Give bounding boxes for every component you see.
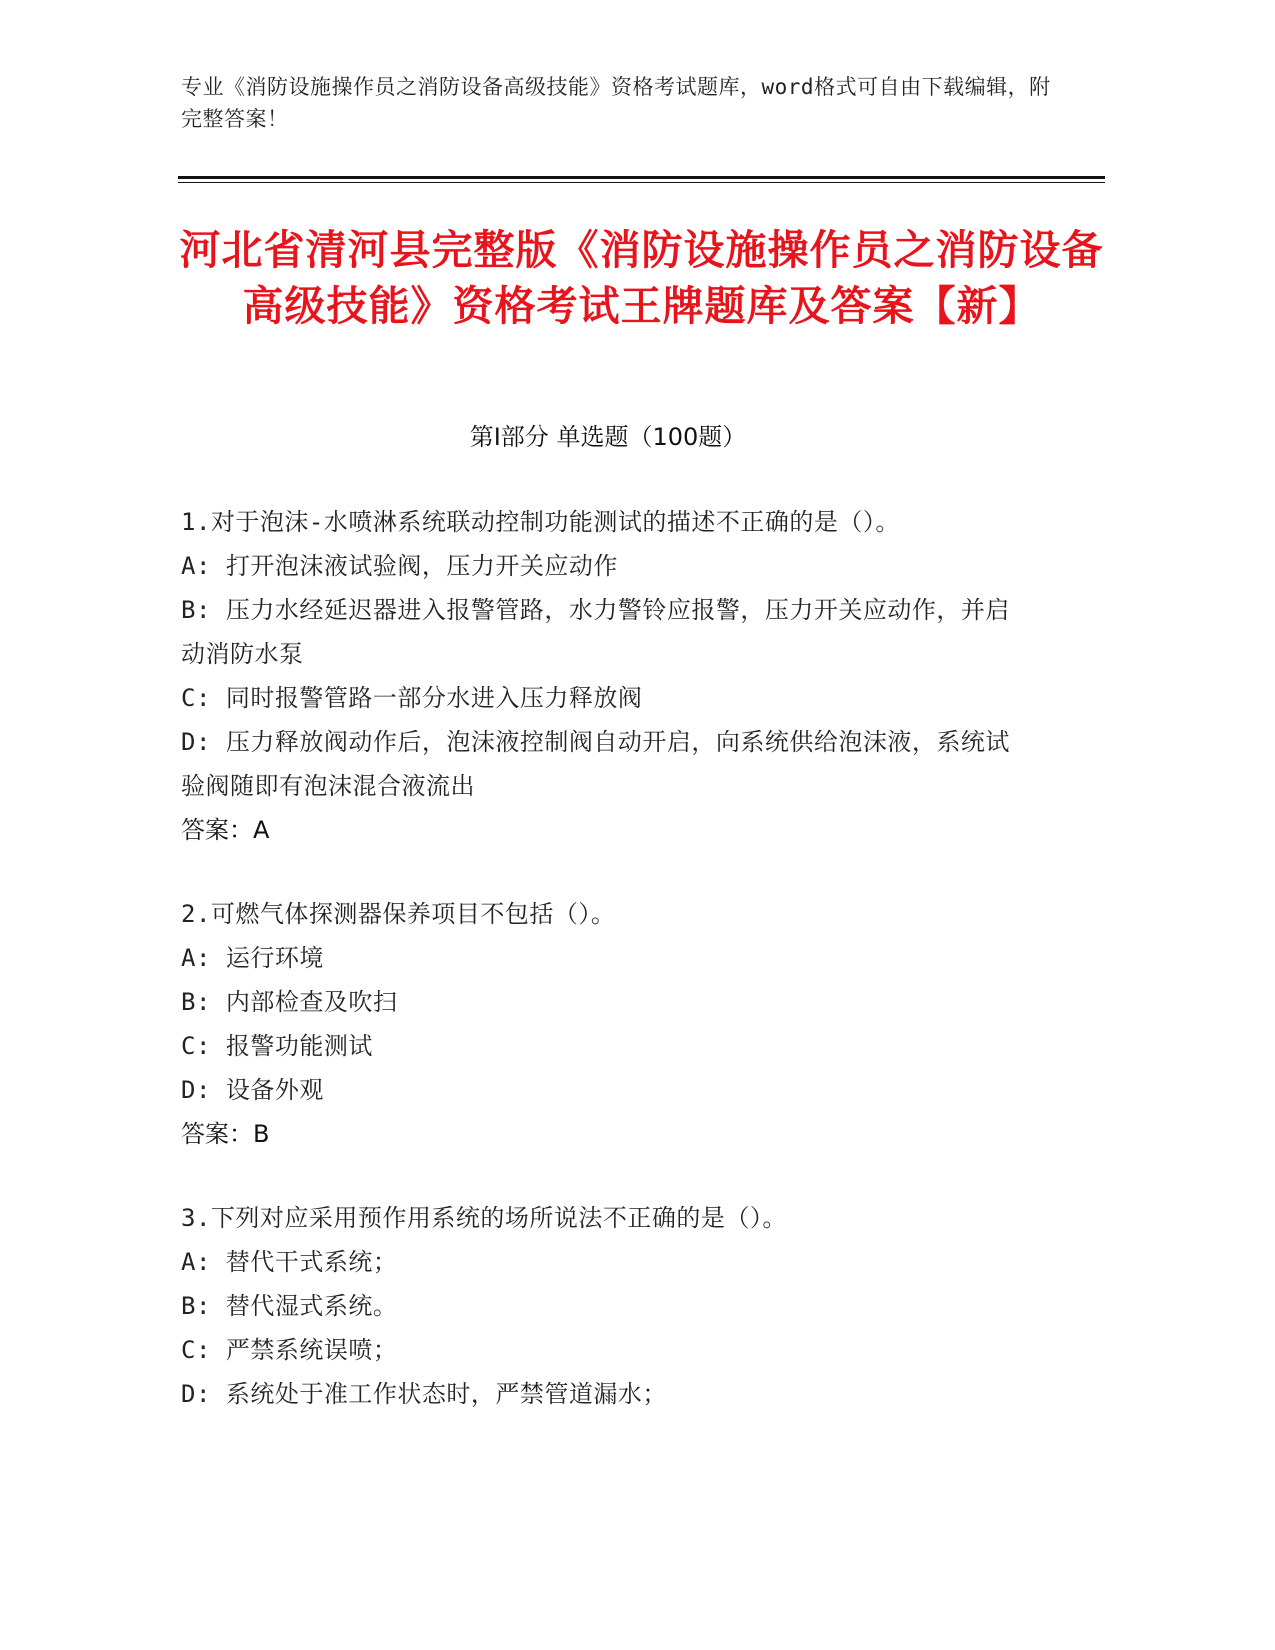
- option-b: B: 压力水经延迟器进入报警管路，水力警铃应报警，压力开关应动作，并启动消防水泵: [181, 596, 1010, 668]
- answer-text: 答案：A: [181, 816, 270, 844]
- question-item: [181, 500, 1031, 852]
- question-stem: 3.下列对应采用预作用系统的场所说法不正确的是（）。: [181, 1204, 787, 1232]
- header-divider-thick: [178, 176, 1105, 179]
- option-c: C: 严禁系统误喷；: [181, 1336, 398, 1364]
- document-title: 河北省清河县完整版《消防设施操作员之消防设备高级技能》资格考试王牌题库及答案【新】: [179, 226, 1104, 330]
- header-divider-thin: [178, 182, 1105, 183]
- option-d: D: 设备外观: [181, 1076, 324, 1104]
- question-item: [181, 892, 1031, 1156]
- question-stem: 2.可燃气体探测器保养项目不包括（）。: [181, 900, 616, 928]
- option-c: C: 同时报警管路一部分水进入压力释放阀: [181, 684, 643, 712]
- question-stem: 1.对于泡沫-水喷淋系统联动控制功能测试的描述不正确的是（）。: [181, 508, 900, 536]
- option-c: C: 报警功能测试: [181, 1032, 373, 1060]
- option-d: D: 系统处于准工作状态时，严禁管道漏水；: [181, 1380, 667, 1408]
- section-title: 第I部分 单选题（100题）: [469, 423, 747, 451]
- option-b: B: 替代湿式系统。: [181, 1292, 398, 1320]
- header-note: 专业《消防设施操作员之消防设备高级技能》资格考试题库，word格式可自由下载编辑，附完整答案！: [181, 75, 1051, 131]
- option-a: A: 运行环境: [181, 944, 324, 972]
- option-b: B: 内部检查及吹扫: [181, 988, 398, 1016]
- option-a: A: 打开泡沫液试验阀，压力开关应动作: [181, 552, 618, 580]
- question-item: [181, 1196, 1031, 1416]
- option-a: A: 替代干式系统；: [181, 1248, 398, 1276]
- question-list: [181, 500, 1031, 1456]
- option-d: D: 压力释放阀动作后，泡沫液控制阀自动开启，向系统供给泡沫液，系统试验阀随即有泡沫混合液流出: [181, 728, 1010, 800]
- answer-text: 答案：B: [181, 1120, 270, 1148]
